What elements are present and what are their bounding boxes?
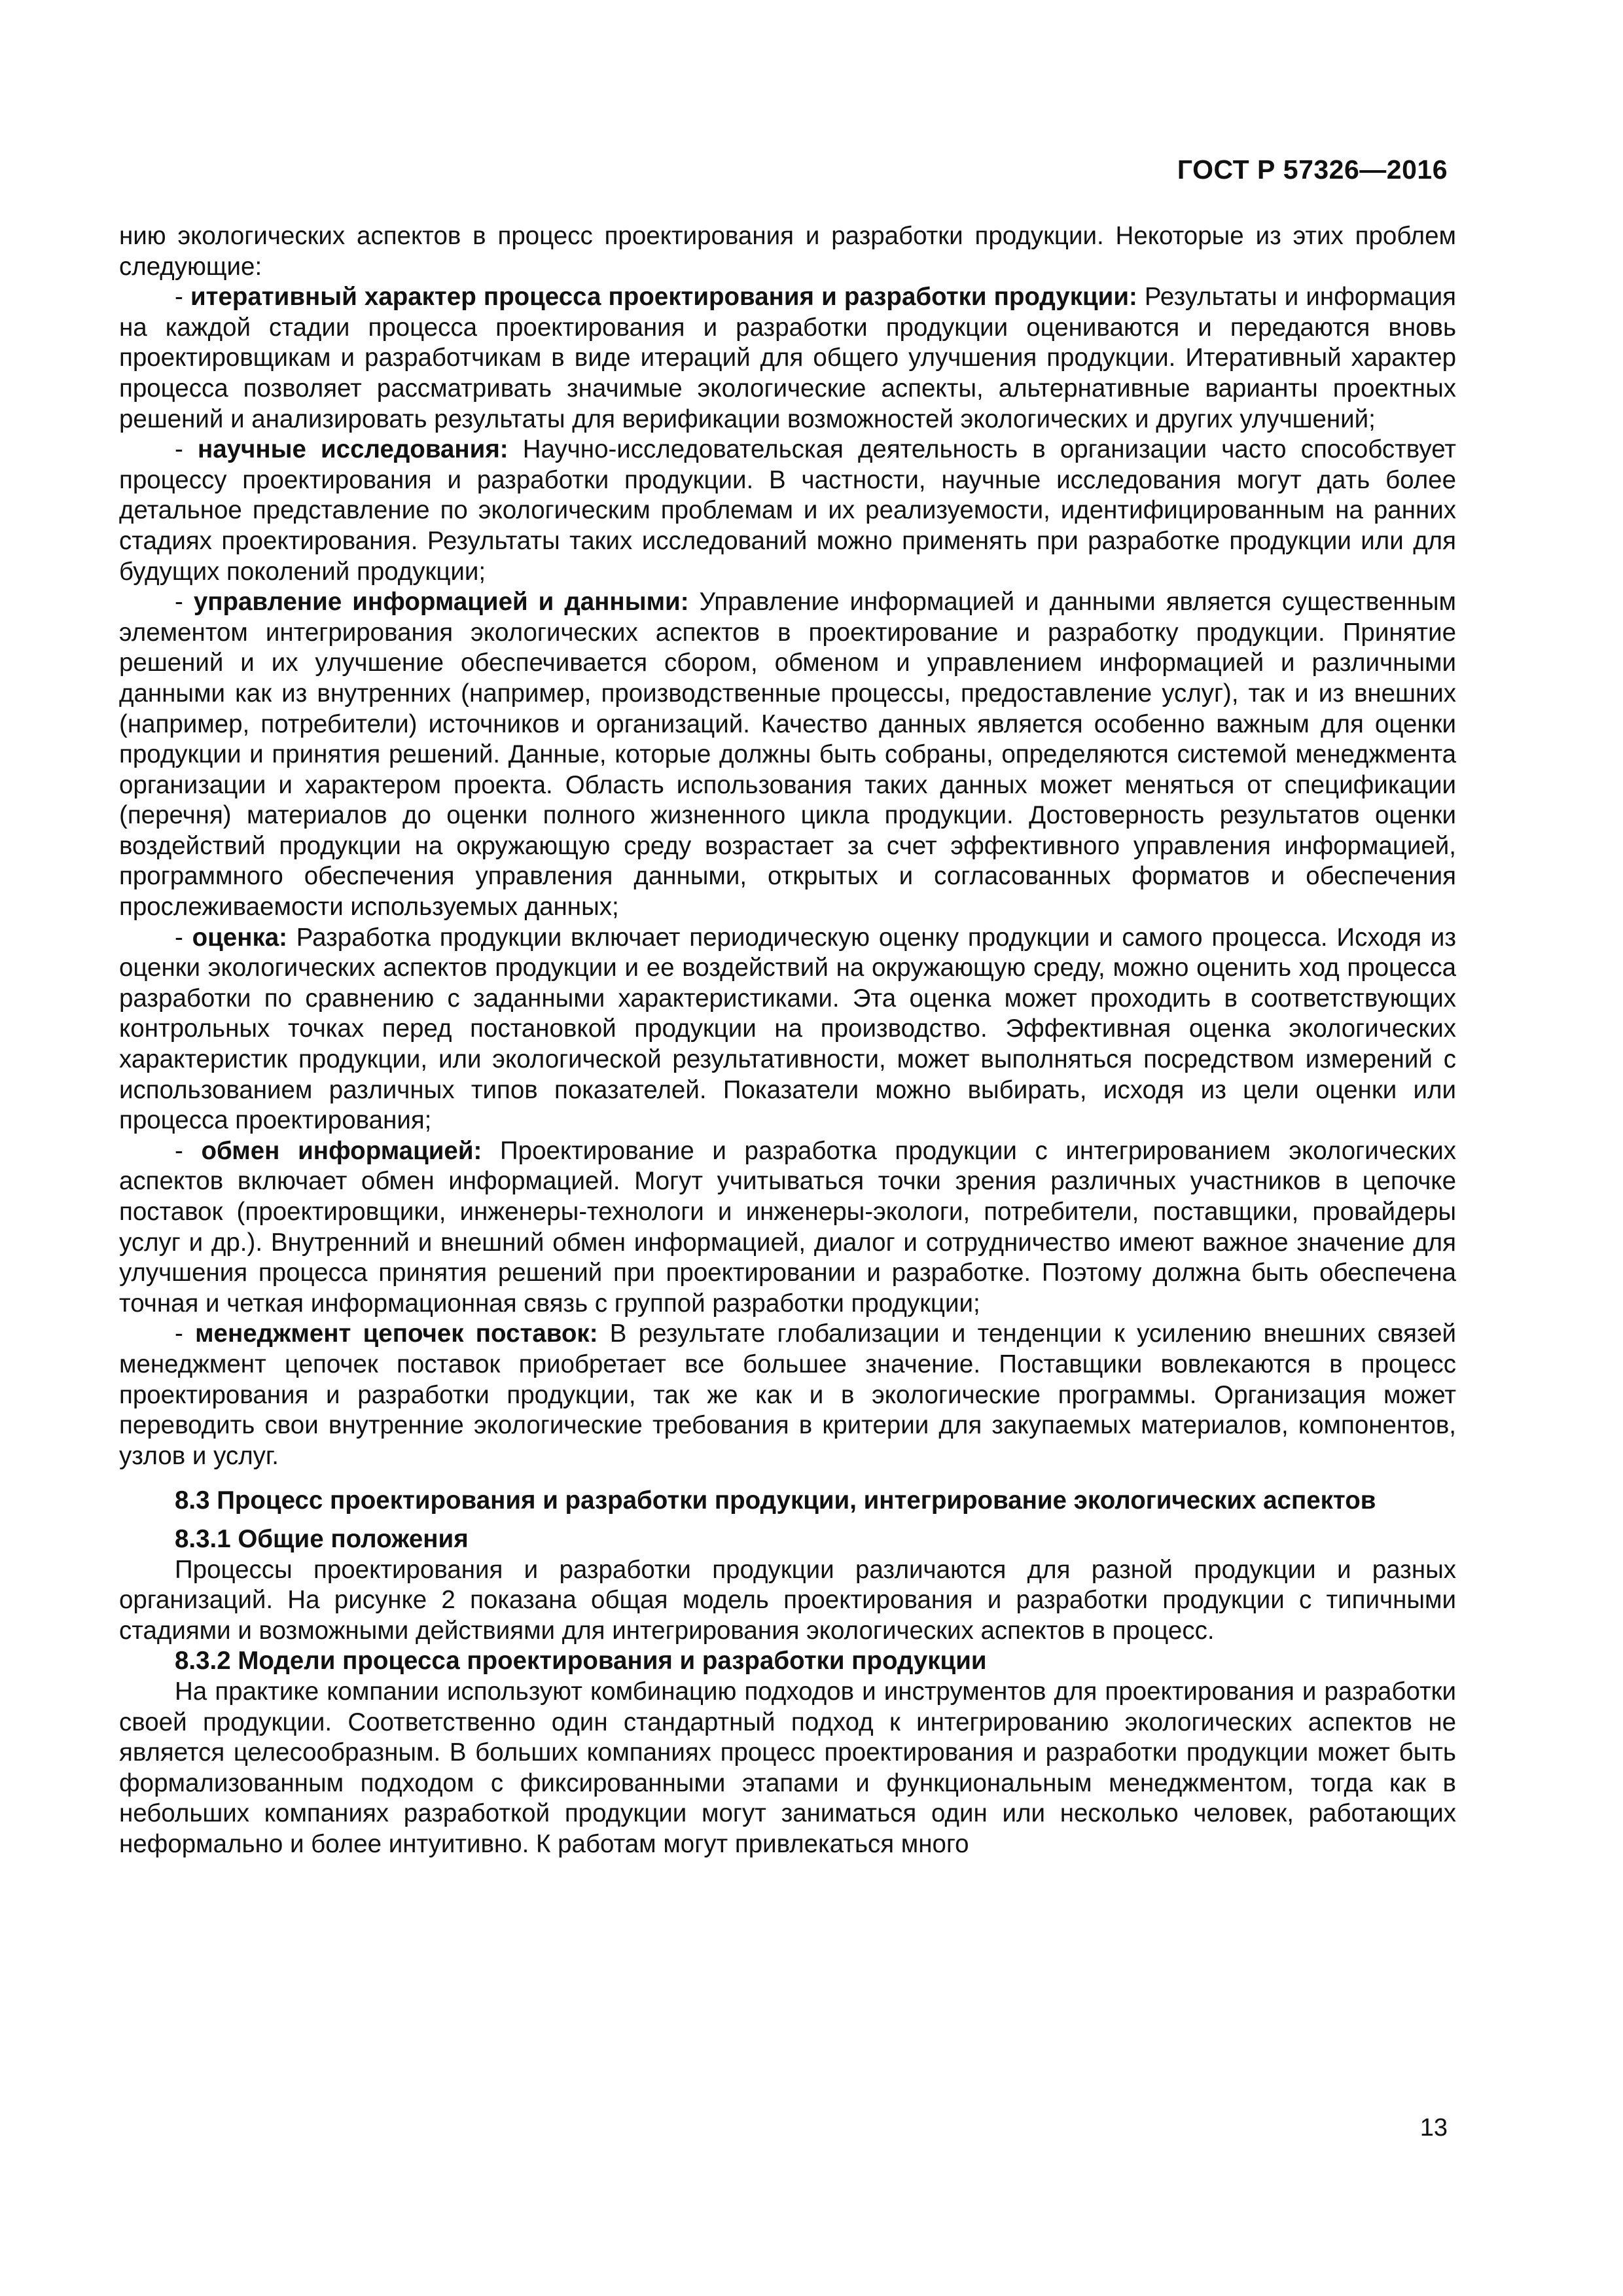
- list-item: [119, 587, 1456, 923]
- list-dash: -: [175, 923, 192, 952]
- list-text: Проектирование и разработка продукции с интегрированием экологических аспектов включает обмен информацией. Могут учитываться точки зрения различных участников в цепочке поставок (проектировщики, инженеры-технологи и инженеры-экологи, потребители, поставщики, провайдеры услуг и др.). Внутренний и внешний обмен информацией, диалог и сотрудничество имеют важное значение для улучшения процесса принятия решений при проектировании и разработке. Поэтому должна быть обеспечена точная и четкая информационная связь с группой разработки продукции;: [119, 1136, 1456, 1318]
- list-text: Научно-исследовательская деятельность в организации часто способствует процессу проектирования и разработки продукции. В частности, научные исследования могут дать более детальное представление по экологическим проблемам и их реализуемости, идентифицированным на ранних стадиях проектирования. Результаты таких исследований можно применять при разработке продукции или для будущих поколений продукции;: [119, 435, 1456, 586]
- section-text-8-3-2: На практике компании используют комбинацию подходов и инструментов для проектирования и разработки своей продукции. Соответственно один стандартный подход к интегрированию экологических аспектов не является целесообразным. В больших компаниях процесс проектирования и разработки продукции может быть формализованным подходом с фиксированными этапами и функциональным менеджментом, тогда как в небольших компаниях разработкой продукции могут заниматься один или несколько человек, работающих неформально и более интуитивно. К работам могут привлекаться много: [119, 1677, 1456, 1858]
- section-heading-8-3-2: 8.3.2 Модели процесса проектирования и разработки продукции: [175, 1647, 987, 1676]
- list-item: [119, 282, 1456, 435]
- list-text: Управление информацией и данными является существенным элементом интегрирования экологических аспектов в проектирование и разработку продукции. Принятие решений и их улучшение обеспечивается сбором, обменом и управлением информацией и различными данными как из внутренних (например, производственные процессы, предоставление услуг), так и из внешних (например, потребители) источников и организаций. Качество данных является особенно важным для оценки продукции и принятия решений. Данные, которые должны быть собраны, определяются системой менеджмента организации и характером проекта. Область использования таких данных может меняться от спецификации (перечня) материалов до оценки полного жизненного цикла продукции. Достоверность результатов оценки воздействий продукции на окружающую среду возрастает за счет эффективного управления информацией, программного обеспечения управления данными, открытых и согласованных форматов и обеспечения прослеживаемости используемых данных;: [119, 588, 1456, 922]
- list-text: Результаты и информация на каждой стадии процесса проектирования и разработки продукции оцениваются и передаются вновь проектировщикам и разработчикам в виде итераций для общего улучшения продукции. Итеративный характер процесса позволяет рассматривать значимые экологические аспекты, альтернативные варианты проектных решений и анализировать результаты для верификации возможностей экологических и других улучшений;: [119, 283, 1456, 433]
- list-dash: -: [175, 1136, 202, 1165]
- list-term: обмен информацией:: [201, 1136, 482, 1165]
- list-dash: -: [175, 588, 194, 617]
- list-dash: -: [175, 435, 198, 464]
- list-term: научные исследования:: [197, 435, 508, 464]
- list-item: [119, 923, 1456, 1136]
- page-number: 13: [1419, 2114, 1448, 2142]
- document-body: [119, 221, 1456, 1859]
- list-term: оценка:: [192, 923, 287, 952]
- list-term: управление информацией и данными:: [193, 588, 689, 617]
- section-text-8-3-1: Процессы проектирования и разработки продукции различаются для разной продукции и разных организаций. На рисунке 2 показана общая модель проектирования и разработки продукции с типичными стадиями и возможными действиями для интегрирования экологических аспектов в процесс.: [119, 1555, 1456, 1645]
- list-text: Разработка продукции включает периодическую оценку продукции и самого процесса. Исходя из оценки экологических аспектов продукции и ее воздействий на окружающую среду, можно оценить ход процесса разработки по сравнению с заданными характеристиками. Эта оценка может проходить в соответствующих контрольных точках перед постановкой продукции на производство. Эффективная оценка экологических характеристик продукции, или экологической результативности, может выполняться посредством измерений с использованием различных типов показателей. Показатели можно выбирать, исходя из цели оценки или процесса проектирования;: [119, 923, 1456, 1135]
- section-heading-8-3-1: 8.3.1 Общие положения: [175, 1524, 469, 1553]
- list-term: итеративный характер процесса проектирования и разработки продукции:: [190, 283, 1137, 312]
- list-dash: -: [175, 1319, 196, 1348]
- section-heading-8-3: 8.3 Процесс проектирования и разработки продукции, интегрирование экологических аспектов: [175, 1486, 1376, 1515]
- intro-paragraph: нию экологических аспектов в процесс проектирования и разработки продукции. Некоторые из этих проблем следующие:: [119, 222, 1456, 281]
- document-header: ГОСТ Р 57326—2016: [1177, 154, 1448, 185]
- list-item: [119, 1319, 1456, 1471]
- list-item: [119, 1136, 1456, 1319]
- list-dash: -: [175, 283, 190, 312]
- list-text: В результате глобализации и тенденции к усилению внешних связей менеджмент цепочек поставок приобретает все большее значение. Поставщики вовлекаются в процесс проектирования и разработки продукции, так же как и в экологические программы. Организация может переводить свои внутренние экологические требования в критерии для закупаемых материалов, компонентов, узлов и услуг.: [119, 1319, 1456, 1470]
- list-term: менеджмент цепочек поставок:: [195, 1319, 598, 1348]
- list-item: [119, 435, 1456, 587]
